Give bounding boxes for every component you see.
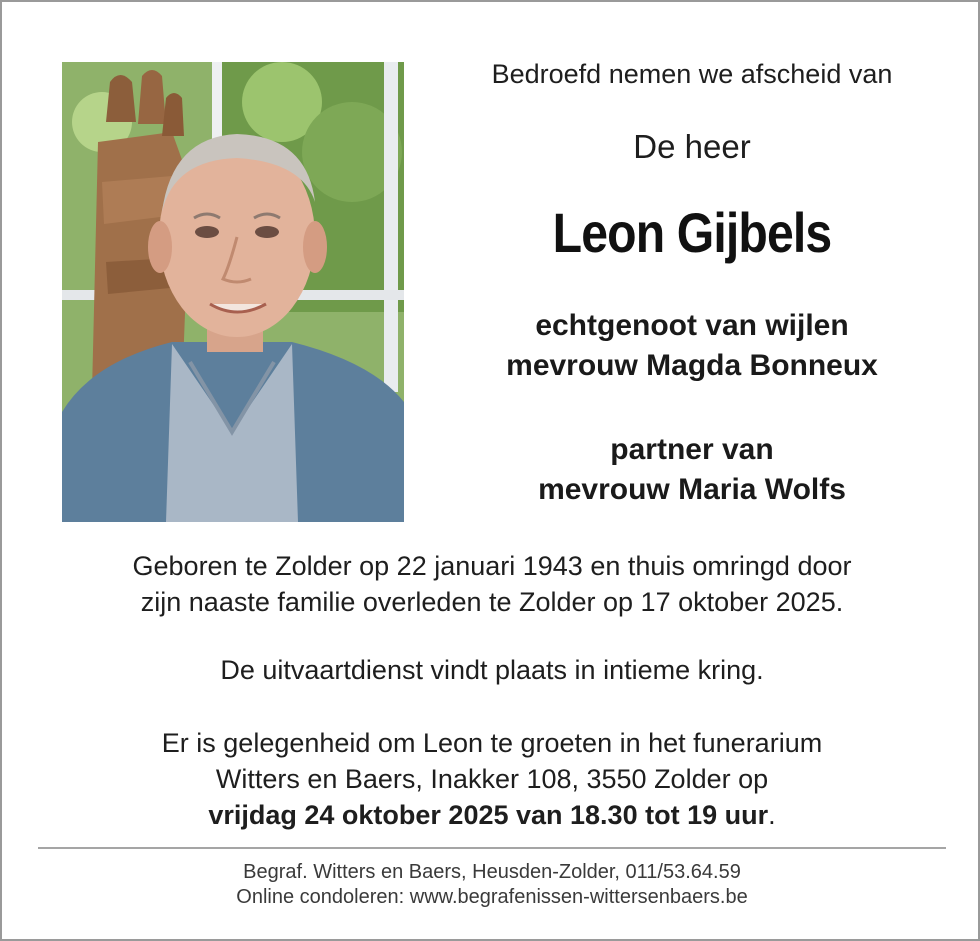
- visitation-date-time: vrijdag 24 oktober 2025 van 18.30 tot 19 uur: [208, 800, 769, 830]
- honorific: De heer: [633, 128, 751, 165]
- visitation-period: .: [768, 800, 776, 830]
- relation-spouse: [404, 306, 980, 386]
- birth-death-line2: zijn naaste familie overleden te Zolder op 17 oktober 2025.: [140, 587, 844, 617]
- birth-death-line1: Geboren te Zolder op 22 januari 1943 en thuis omringd door: [132, 551, 852, 581]
- visitation-line2: Witters en Baers, Inakker 108, 3550 Zolder op: [215, 764, 769, 794]
- visitation-paragraph: [2, 725, 980, 833]
- portrait-photo: [62, 62, 404, 522]
- birth-death-paragraph: [2, 548, 980, 620]
- relation-spouse-line2: mevrouw Magda Bonneux: [506, 349, 878, 382]
- deceased-name: Leon Gijbels: [552, 201, 832, 264]
- relation-spouse-line1: echtgenoot van wijlen: [535, 309, 849, 342]
- footer: [2, 860, 980, 910]
- relation-partner-line2: mevrouw Maria Wolfs: [538, 473, 846, 506]
- relation-partner: [404, 430, 980, 510]
- relation-partner-line1: partner van: [610, 433, 774, 466]
- funeral-home-info: Begraf. Witters en Baers, Heusden-Zolder, 011/53.64.59: [243, 861, 741, 883]
- service-line: De uitvaartdienst vindt plaats in intieme kring.: [220, 655, 764, 685]
- online-condolences: Online condoleren: www.begrafenissen-wittersenbaers.be: [236, 886, 748, 908]
- footer-divider: [38, 847, 946, 849]
- visitation-line3: [2, 797, 980, 833]
- intro-text: Bedroefd nemen we afscheid van: [491, 59, 893, 89]
- service-paragraph: [2, 652, 980, 688]
- visitation-line1: Er is gelegenheid om Leon te groeten in het funerarium: [161, 728, 823, 758]
